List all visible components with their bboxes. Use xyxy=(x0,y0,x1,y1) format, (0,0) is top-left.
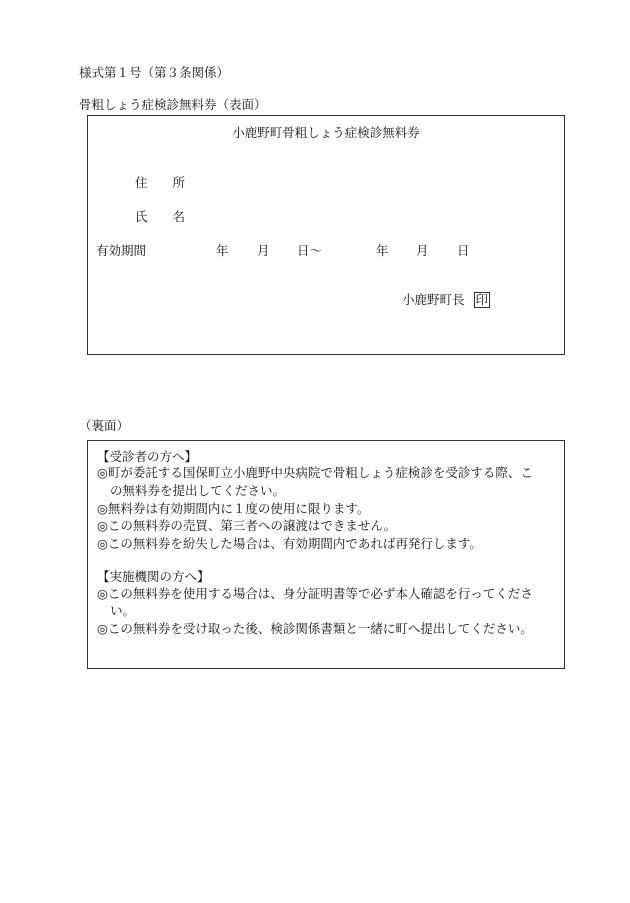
validity-start-month: 月 xyxy=(257,243,270,258)
institution-note-2: ◎この無料券を受け取った後、検診関係書類と一緒に町へ提出してください。 xyxy=(97,621,533,636)
mayor-label: 小鹿野町長 xyxy=(402,292,465,307)
validity-start-day: 日～ xyxy=(297,243,323,258)
address-label: 住 所 xyxy=(135,175,186,190)
recipient-note-1: ◎町が委託する国保町立小鹿野中央病院で骨粗しょう症検診を受診する際、こ xyxy=(97,465,533,480)
validity-end-year: 年 xyxy=(376,243,389,258)
validity-end-day: 日 xyxy=(457,243,470,258)
seal-mark: 印 xyxy=(475,292,489,307)
section-recipients-title: 【受診者の方へ】 xyxy=(97,449,198,464)
recipient-note-4: ◎この無料券を紛失した場合は、有効期間内であれば再発行します。 xyxy=(97,536,482,551)
form-number-label: 様式第１号（第３条関係） xyxy=(79,65,230,80)
validity-start-year: 年 xyxy=(216,243,229,258)
validity-end-month: 月 xyxy=(416,243,429,258)
front-heading: 骨粗しょう症検診無料券（表面） xyxy=(79,97,267,112)
recipient-note-1-cont: の無料券を提出してください。 xyxy=(110,483,286,498)
recipient-note-2: ◎無料券は有効期間内に１度の使用に限ります。 xyxy=(97,501,370,516)
name-label: 氏 名 xyxy=(135,209,186,224)
recipient-note-3: ◎この無料券の売買、第三者への譲渡はできません。 xyxy=(97,518,397,533)
card-title: 小鹿野町骨粗しょう症検診無料券 xyxy=(232,125,420,140)
institution-note-1-cont: い。 xyxy=(110,603,136,618)
front-card xyxy=(87,115,565,355)
mayor-signature xyxy=(402,290,490,308)
institution-note-1: ◎この無料券を使用する場合は、身分証明書等で必ず本人確認を行ってくださ xyxy=(97,586,533,601)
validity-label: 有効期間 xyxy=(96,243,147,258)
section-institution-title: 【実施機関の方へ】 xyxy=(97,569,210,584)
back-heading: （裏面） xyxy=(79,418,130,433)
back-card xyxy=(87,440,565,669)
